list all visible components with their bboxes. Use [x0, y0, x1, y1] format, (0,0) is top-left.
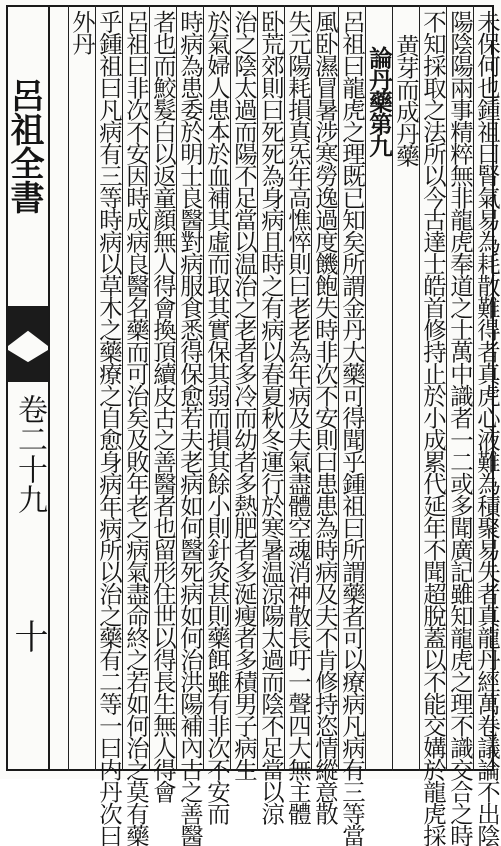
text-column: 黄芽而成丹藥	[392, 34, 420, 166]
text-column: 呂祖曰非次不安因時成病良醫名藥而可治矣及敗年老之病氣盡命終之若如何治之莫有藥	[122, 10, 150, 846]
text-column: 失元陽耗損真炁年高憔悴則曰老老為年病及夫氣盡體空魂消神散長吁一聲四大無主體	[284, 10, 312, 824]
fishtail-mark-lower	[8, 350, 48, 382]
section-heading: 論丹藥第九	[365, 46, 393, 156]
text-column: 未保何也鍾祖曰腎氣易為耗散難得者真虎心液難為積聚易失者真龍丹經萬卷議論不出陰	[473, 10, 501, 846]
fishtail-mark-upper	[8, 306, 48, 346]
running-head	[4, 6, 50, 770]
text-column: 乎鍾祖曰凡病有三等時病以草木之藥療之自愈身病年病所以治之藥有二等一曰内丹次曰	[95, 10, 123, 846]
text-column: 外丹	[68, 10, 96, 54]
volume-label: 卷二十九	[12, 394, 47, 514]
text-column: 卧荒郊則曰死死為身病且時之有病以春夏秋冬運行於寒暑温涼陽太過而陰不足當以涼	[257, 10, 285, 824]
text-column: 風卧濕冒暑涉寒勞逸過度饑飽失時非次不安則曰患患為時病及夫不肯修持恣情縱意散	[311, 10, 339, 824]
text-column: 時病為患委於明士良醫對病服食悉得保愈若夫老病如何醫死病如何治洪陽補內古之善醫	[176, 10, 204, 846]
page-number: 十	[8, 619, 48, 653]
text-column: 治之陰太過而陽不足當以温治之老者多冷而幼者多熱肥者多涎瘦者多積男子病生	[230, 10, 258, 780]
text-column: 於氣婦人患本於血補其虛而取其實保其弱而損其餘小則針灸甚則藥餌雖有非次不安而	[203, 10, 231, 824]
book-title: 呂祖全書	[4, 78, 44, 214]
text-column: 呂祖曰龍虎之理既已知矣所謂金丹大藥可得聞乎鍾祖曰所謂藥者可以療病凡病有三等當	[338, 10, 366, 846]
text-column: 者也而鮫髮白以返童顔無人得會換頂續皮古之善醫者也留形住世以得長生無人得會	[149, 10, 177, 802]
text-column: 不知採取之法所以今古達士皓首修持止於小成累代延年不聞超脫蓋以不能交媾於龍虎採	[419, 10, 447, 846]
text-column: 陽陰陽兩事精粹無非龍虎奉道之士萬中識者一二或多聞廣記雖知龍虎之理不識交合之時	[446, 10, 474, 846]
